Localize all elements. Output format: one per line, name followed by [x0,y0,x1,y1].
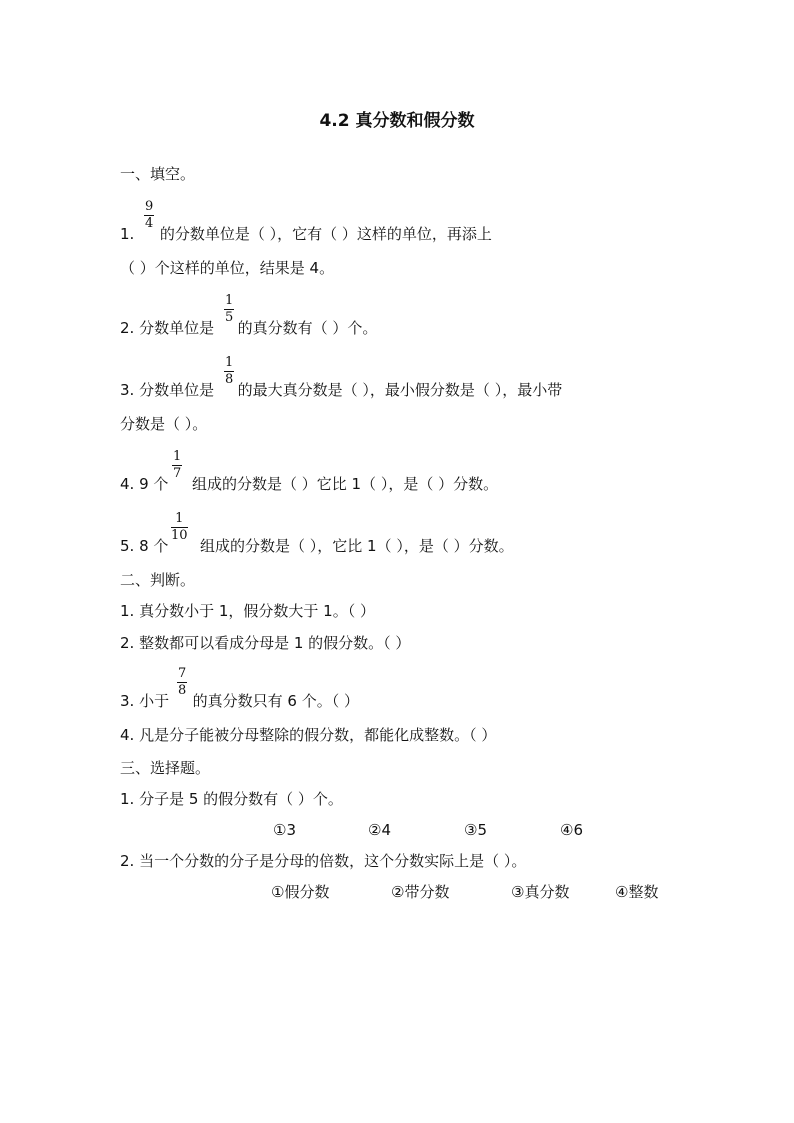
judge-question-2: 2. 整数都可以看成分母是 1 的假分数。（ ） [120,634,411,652]
question-prefix: 5. 8 个 [120,537,169,555]
option-1: ①3 [273,821,296,839]
fraction-9-4 [144,200,154,231]
fraction-7-8 [177,667,187,698]
fill-question-1 [120,224,492,244]
fraction-numerator: 9 [145,199,154,214]
fraction-1-10 [171,512,188,543]
fraction-numerator: 1 [225,355,234,370]
section-heading-fill-blank: 一、填空。 [120,165,196,183]
fraction-denominator: 5 [225,310,234,325]
question-prefix: 3. 小于 [120,692,170,710]
option-2: ②4 [368,821,391,839]
section-heading-choice: 三、选择题。 [120,759,211,777]
question-text: 的真分数只有 6 个。（ ） [192,692,360,710]
page-title: 4.2 真分数和假分数 [319,111,475,131]
question-number: 1. [120,225,135,243]
choice-question-2: 2. 当一个分数的分子是分母的倍数，这个分数实际上是（ ）。 [120,852,527,870]
judge-question-1: 1. 真分数小于 1，假分数大于 1。（ ） [120,602,375,620]
question-prefix: 4. 9 个 [120,475,169,493]
section-heading-judge: 二、判断。 [120,571,196,589]
choice-question-2-options [0,882,794,902]
fill-question-1-continued: （ ）个这样的单位，结果是 4。 [120,259,335,277]
fraction-numerator: 1 [225,293,234,308]
question-text: 的真分数有（ ）个。 [237,319,378,337]
fraction-denominator: 8 [225,372,234,387]
question-text: 的最大真分数是（ ），最小假分数是（ ），最小带 [237,381,563,399]
option-3: ③真分数 [511,883,570,901]
option-4: ④6 [560,821,583,839]
judge-question-3 [120,691,359,711]
option-4: ④整数 [615,883,659,901]
fraction-1-5 [224,294,234,325]
fraction-denominator: 7 [173,466,182,481]
choice-question-1: 1. 分子是 5 的假分数有（ ）个。 [120,790,343,808]
fraction-numerator: 1 [175,511,184,526]
fill-question-3 [120,380,562,400]
fraction-numerator: 1 [173,449,182,464]
question-text: 组成的分数是（ ）它比 1（ ），是（ ）分数。 [191,475,499,493]
option-2: ②带分数 [391,883,450,901]
question-text: 的分数单位是（ ），它有（ ）这样的单位，再添上 [159,225,492,243]
judge-question-4: 4. 凡是分子能被分母整除的假分数，都能化成整数。（ ） [120,726,497,744]
option-3: ③5 [464,821,487,839]
fraction-numerator: 7 [178,666,187,681]
fraction-1-7 [172,450,182,481]
choice-question-1-options [0,820,794,840]
fraction-denominator: 10 [171,528,188,543]
fraction-denominator: 4 [145,216,154,231]
option-1: ①假分数 [271,883,330,901]
fill-question-3-continued: 分数是（ ）。 [120,415,208,433]
question-prefix: 2. 分数单位是 [120,319,215,337]
fraction-1-8 [224,356,234,387]
fill-question-2 [120,318,377,338]
question-prefix: 3. 分数单位是 [120,381,215,399]
fraction-denominator: 8 [178,683,187,698]
question-text: 组成的分数是（ ），它比 1（ ），是（ ）分数。 [199,537,514,555]
